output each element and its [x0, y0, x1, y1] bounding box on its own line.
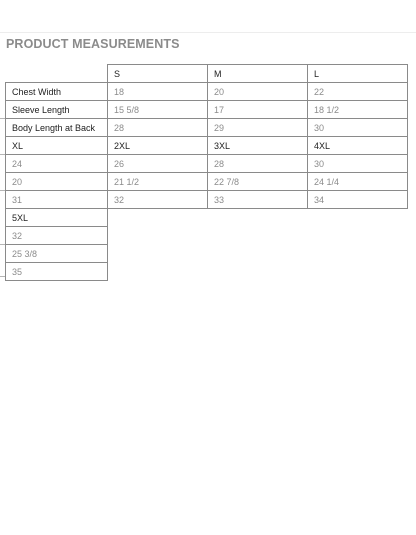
row-tick-mark: [0, 154, 5, 155]
table-row: [6, 83, 408, 101]
table-cell: 31: [6, 191, 108, 209]
measurements-table: [5, 64, 408, 209]
size-header-l: L: [308, 65, 408, 83]
table-cell: 35: [6, 263, 108, 281]
table-cell: 29: [208, 119, 308, 137]
table-cell: 17: [208, 101, 308, 119]
table-row: [6, 155, 408, 173]
row-label: Body Length at Back: [6, 119, 108, 137]
table-cell: 34: [308, 191, 408, 209]
row-label: Chest Width: [6, 83, 108, 101]
table-cell: 32: [108, 191, 208, 209]
table-cell: 25 3/8: [6, 245, 108, 263]
size-header-4xl: 4XL: [308, 137, 408, 155]
size-header-3xl: 3XL: [208, 137, 308, 155]
table-cell: 24: [6, 155, 108, 173]
row-tick-mark: [0, 244, 5, 245]
size-header-s: S: [108, 65, 208, 83]
measurements-table-5xl: [5, 208, 108, 281]
table-row: [6, 227, 108, 245]
table-cell: 18: [108, 83, 208, 101]
size-header-row: [6, 137, 408, 155]
size-header-row: [6, 65, 408, 83]
top-divider: [0, 32, 416, 33]
table-row: [6, 173, 408, 191]
table-cell: 21 1/2: [108, 173, 208, 191]
table-cell: 20: [208, 83, 308, 101]
table-row: [6, 119, 408, 137]
size-header-5xl: 5XL: [6, 209, 108, 227]
row-tick-mark: [0, 276, 5, 277]
row-label: Sleeve Length: [6, 101, 108, 119]
table-cell: 22 7/8: [208, 173, 308, 191]
table-row: [6, 245, 108, 263]
row-tick-mark: [0, 118, 5, 119]
corner-cell: [6, 65, 108, 83]
table-cell: 20: [6, 173, 108, 191]
table-cell: 28: [108, 119, 208, 137]
section-title: PRODUCT MEASUREMENTS: [6, 37, 180, 51]
row-tick-mark: [0, 190, 5, 191]
table-cell: 26: [108, 155, 208, 173]
table-cell: 28: [208, 155, 308, 173]
size-header-2xl: 2XL: [108, 137, 208, 155]
size-header-xl: XL: [6, 137, 108, 155]
table-cell: 30: [308, 119, 408, 137]
table-row: [6, 191, 408, 209]
table-cell: 33: [208, 191, 308, 209]
size-header-row: [6, 209, 108, 227]
table-cell: 18 1/2: [308, 101, 408, 119]
size-header-m: M: [208, 65, 308, 83]
table-cell: 22: [308, 83, 408, 101]
table-cell: 30: [308, 155, 408, 173]
table-row: [6, 101, 408, 119]
table-row: [6, 263, 108, 281]
table-cell: 32: [6, 227, 108, 245]
table-cell: 15 5/8: [108, 101, 208, 119]
table-cell: 24 1/4: [308, 173, 408, 191]
